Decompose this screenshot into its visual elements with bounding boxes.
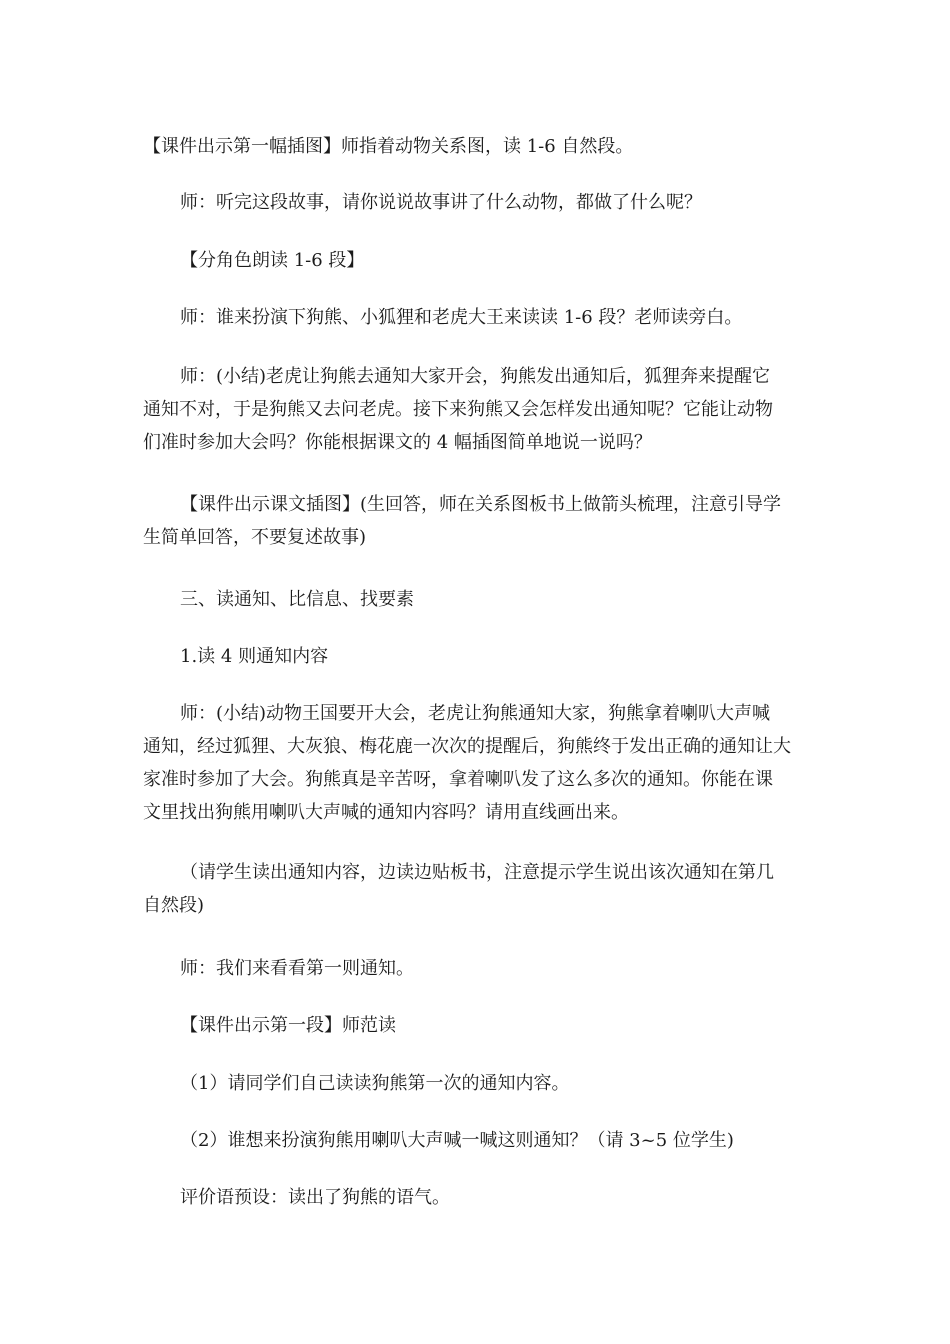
paragraph-line: 通知，经过狐狸、大灰狼、梅花鹿一次次的提醒后，狗熊终于发出正确的通知让大 bbox=[143, 736, 791, 757]
paragraph-teacher-summary-2 bbox=[143, 697, 811, 829]
paragraph-line: 师：(小结)老虎让狗熊去通知大家开会，狗熊发出通知后，狐狸奔来提醒它 bbox=[180, 366, 771, 387]
paragraph-line: 师：(小结)动物王国要开大会，老虎让狗熊通知大家，狗熊拿着喇叭大声喊 bbox=[180, 703, 771, 724]
section-heading-three: 三、读通知、比信息、找要素 bbox=[180, 589, 414, 610]
paragraph-first-notice: 师：我们来看看第一则通知。 bbox=[180, 958, 414, 979]
paragraph-line: 生简单回答，不要复述故事) bbox=[143, 527, 367, 548]
paragraph-line: 们准时参加大会吗？你能根据课文的 4 幅插图简单地说一说吗？ bbox=[143, 432, 652, 453]
list-item-1: （1）请同学们自己读读狗熊第一次的通知内容。 bbox=[180, 1073, 570, 1094]
paragraph-courseware-first-section: 【课件出示第一段】师范读 bbox=[180, 1015, 396, 1036]
paragraph-courseware-text-illustration bbox=[143, 488, 811, 554]
paragraph-line: 家准时参加了大会。狗熊真是辛苦呀，拿着喇叭发了这么多次的通知。你能在课 bbox=[143, 769, 773, 790]
paragraph-line: 【课件出示课文插图】(生回答，师在关系图板书上做箭头梳理，注意引导学 bbox=[180, 494, 782, 515]
paragraph-line: 文里找出狗熊用喇叭大声喊的通知内容吗？请用直线画出来。 bbox=[143, 802, 629, 823]
paragraph-role-reading: 【分角色朗读 1-6 段】 bbox=[180, 250, 365, 271]
paragraph-teacher-role-assignment: 师：谁来扮演下狗熊、小狐狸和老虎大王来读读 1-6 段？老师读旁白。 bbox=[180, 307, 743, 328]
paragraph-student-reading-note bbox=[143, 856, 811, 922]
paragraph-line: 自然段) bbox=[143, 895, 205, 916]
paragraph-line: （请学生读出通知内容，边读边贴板书，注意提示学生说出该次通知在第几 bbox=[180, 862, 774, 883]
paragraph-evaluation-preset: 评价语预设：读出了狗熊的语气。 bbox=[180, 1187, 450, 1208]
subheading-read-four-notices: 1.读 4 则通知内容 bbox=[180, 646, 329, 667]
list-item-2: （2）谁想来扮演狗熊用喇叭大声喊一喊这则通知？（请 3~5 位学生) bbox=[180, 1130, 734, 1151]
paragraph-teacher-question-story: 师：听完这段故事，请你说说故事讲了什么动物，都做了什么呢？ bbox=[180, 192, 702, 213]
paragraph-teacher-summary-1 bbox=[143, 360, 811, 459]
paragraph-line: 通知不对，于是狗熊又去问老虎。接下来狗熊又会怎样发出通知呢？它能让动物 bbox=[143, 399, 773, 420]
paragraph-courseware-first-illustration: 【课件出示第一幅插图】师指着动物关系图，读 1-6 自然段。 bbox=[143, 136, 634, 157]
